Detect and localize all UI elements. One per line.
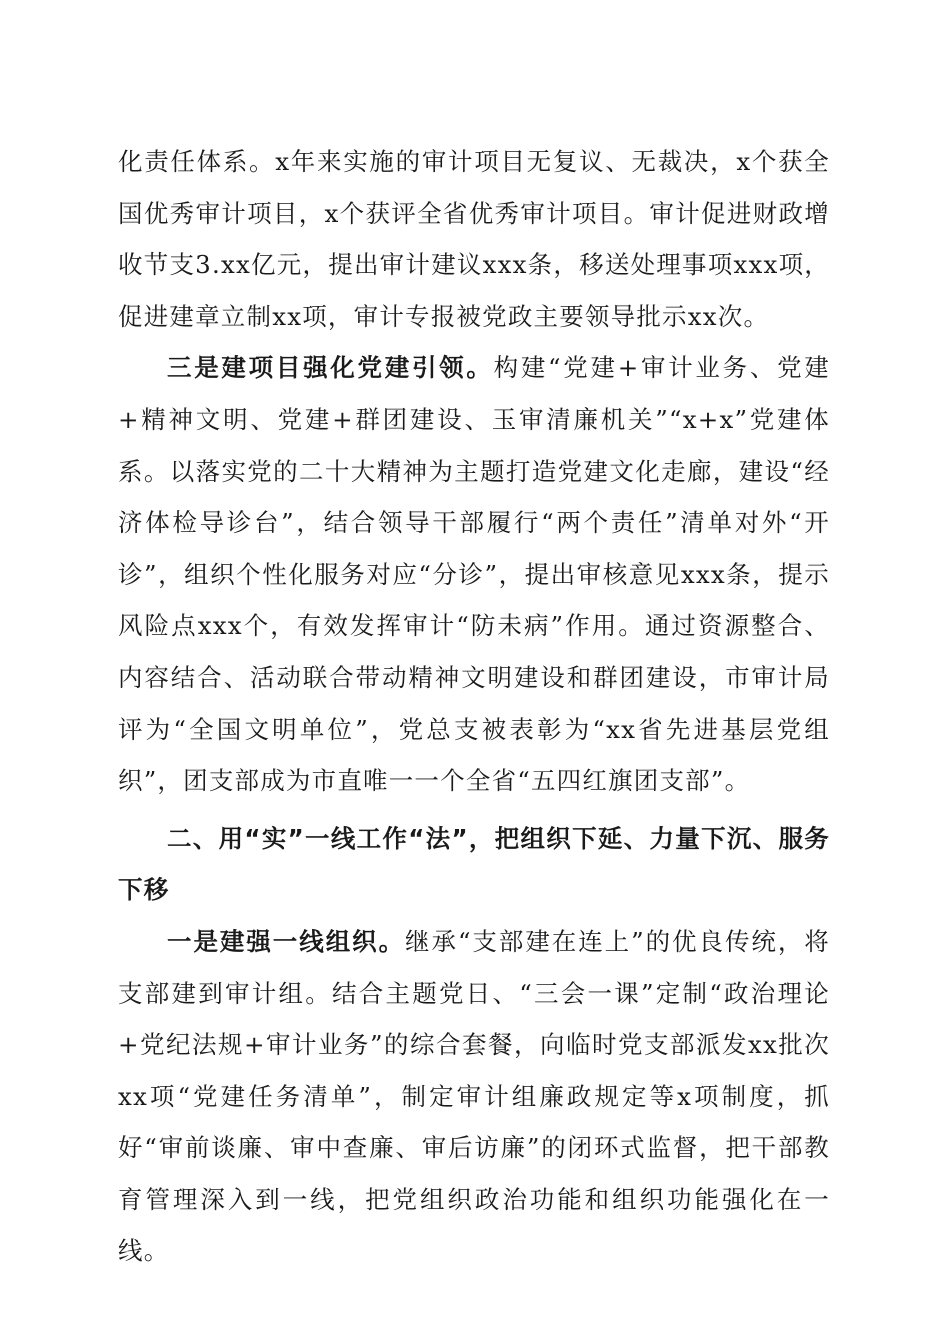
- paragraph-party-building-lead: [118, 342, 830, 806]
- paragraph-lead-sentence: 三是建项目强化党建引领。: [167, 353, 494, 383]
- paragraph-frontline-organization: [118, 916, 830, 1277]
- paragraph-lead-sentence: 一是建强一线组织。: [167, 926, 406, 956]
- paragraph-text: 构建“党建+审计业务、党建+精神文明、党建+群团建设、玉审清廉机关”“x+x”党建体系。以落实党的二十大精神为主题打造党建文化走廊，建设“经济体检导诊台”，结合领导干部履行“两个责任”清单对外“开诊”，组织个性化服务对应“分诊”，提出审核意见xxx条，提示风险点xxx个，有效发挥审计“防未病”作用。通过资源整合、内容结合、活动联合带动精神文明建设和群团建设，市审计局评为“全国文明单位”，党总支被表彰为“xx省先进基层党组织”，团支部成为市直唯一一个全省“五四红旗团支部”。: [118, 353, 830, 796]
- paragraph-responsibility-system: [118, 136, 830, 342]
- paragraph-text: 化责任体系。x年来实施的审计项目无复议、无裁决，x个获全国优秀审计项目，x个获评全省优秀审计项目。审计促进财政增收节支3.xx亿元，提出审计建议xxx条，移送处理事项xxx项，促进建章立制xx项，审计专报被党政主要领导批示xx次。: [118, 147, 830, 331]
- section-heading-two: 二、用“实”一线工作“法”，把组织下延、力量下沉、服务下移: [118, 823, 830, 905]
- paragraph-text: 继承“支部建在连上”的优良传统，将支部建到审计组。结合主题党日、“三会一课”定制“政治理论+党纪法规+审计业务”的综合套餐，向临时党支部派发xx批次xx项“党建任务清单”，制定审计组廉政规定等x项制度，抓好“审前谈廉、审中查廉、审后访廉”的闭环式监督，把干部教育管理深入到一线，把党组织政治功能和组织功能强化在一线。: [118, 926, 830, 1266]
